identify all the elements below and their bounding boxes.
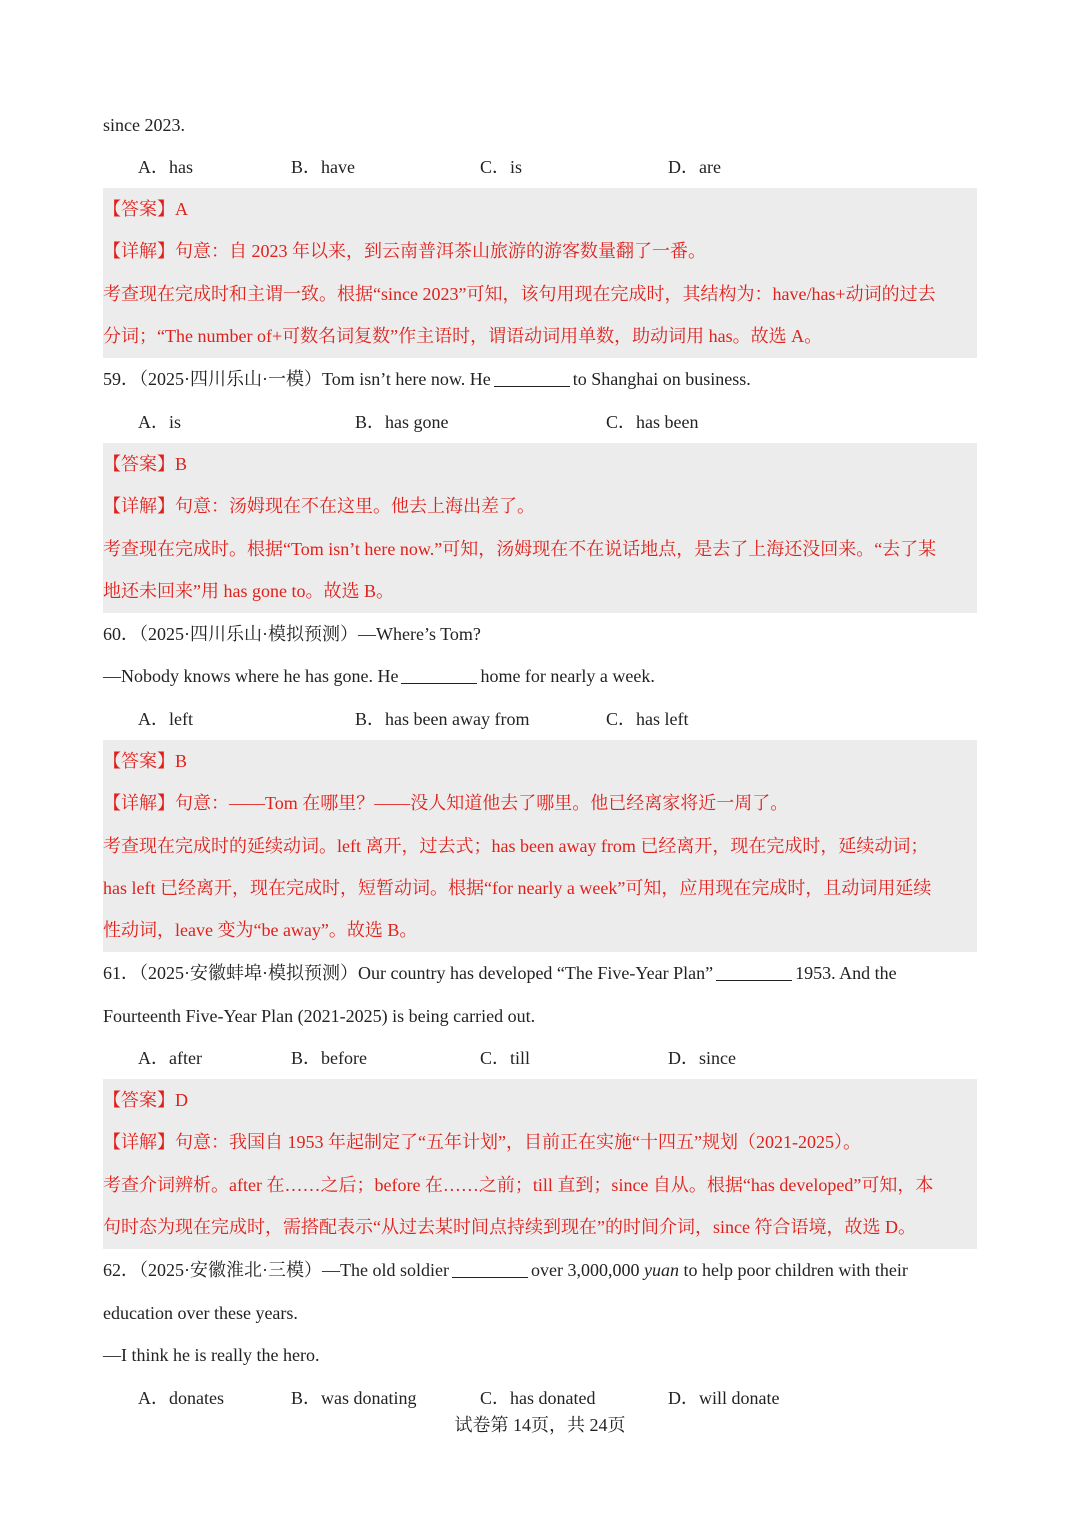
- detail-label: 【详解】: [103, 793, 175, 813]
- meaning-text: 句意：自 2023 年以来，到云南普洱茶山旅游的游客数量翻了一番。: [175, 241, 706, 261]
- option-a: A．left: [138, 709, 193, 729]
- detail-label: 【详解】: [103, 1132, 175, 1152]
- explanation-line: 考查现在完成时。根据“Tom isn’t here now.”可知，汤姆现在不在说话地点，是去了上海还没回来。“去了某: [103, 539, 937, 559]
- stem-text: —Nobody knows where he has gone. He: [103, 666, 399, 686]
- explanation-line: has left 已经离开，现在完成时，短暂动词。根据“for nearly a week”可知，应用现在完成时，且动词用延续: [103, 878, 932, 898]
- detail-label: 【详解】: [103, 496, 175, 516]
- question-stem: 60．（2025·四川乐山·模拟预测）—Where’s Tom?: [103, 624, 481, 644]
- detail-label: 【详解】: [103, 241, 175, 261]
- answer-label: 【答案】B: [103, 751, 188, 771]
- explanation-line: 分词；“The number of+可数名词复数”作主语时，谓语动词用单数，助动词用 has。故选 A。: [103, 326, 823, 346]
- answer-label: 【答案】A: [103, 199, 188, 219]
- stem-text: 1953. And the: [795, 963, 897, 983]
- stem-text: 59．（2025·四川乐山·一模）Tom isn’t here now. He: [103, 369, 491, 389]
- option-d: D．since: [668, 1048, 736, 1068]
- option-c: C．till: [480, 1048, 531, 1068]
- stem-text: 61．（2025·安徽蚌埠·模拟预测）Our country has developed “The Five-Year Plan”: [103, 963, 714, 983]
- option-c: C．has left: [606, 709, 689, 729]
- option-d: D．are: [668, 157, 721, 177]
- italic-word: yuan: [643, 1260, 679, 1280]
- question-stem: [103, 367, 751, 391]
- option-b: B．has gone: [355, 412, 449, 432]
- option-c: C．has been: [606, 412, 699, 432]
- question-line: education over these years.: [103, 1303, 298, 1323]
- detail-line: [103, 494, 535, 518]
- stem-text: to Shanghai on business.: [572, 369, 751, 389]
- option-b: B．before: [291, 1048, 367, 1068]
- stem-text: to help poor children with their: [683, 1260, 908, 1280]
- page-footer: 试卷第 14页，共 24页: [454, 1415, 626, 1435]
- option-a: A．has: [138, 157, 193, 177]
- meaning-text: 句意：——Tom 在哪里？——没人知道他去了哪里。他已经离家将近一周了。: [175, 793, 789, 813]
- meaning-text: 句意：汤姆现在不在这里。他去上海出差了。: [175, 496, 535, 516]
- option-a: A．donates: [138, 1388, 224, 1408]
- question-line: [103, 664, 655, 688]
- question-text: since 2023.: [103, 115, 185, 135]
- question-line: Fourteenth Five-Year Plan (2021-2025) is being carried out.: [103, 1006, 536, 1026]
- option-c: C．is: [480, 157, 523, 177]
- stem-text: 62．（2025·安徽淮北·三模）—The old soldier: [103, 1260, 449, 1280]
- detail-line: [103, 239, 706, 263]
- option-b: B．was donating: [291, 1388, 417, 1408]
- answer-blank: [401, 665, 477, 684]
- option-b: B．have: [291, 157, 355, 177]
- stem-text: over 3,000,000: [530, 1260, 640, 1280]
- answer-blank: [716, 962, 792, 981]
- explanation-line: 地还未回来”用 has gone to。故选 B。: [103, 581, 394, 601]
- explanation-line: 句时态为现在完成时，需搭配表示“从过去某时间点持续到现在”的时间介词，since 符合语境，故选 D。: [103, 1217, 916, 1237]
- option-c: C．has donated: [480, 1388, 596, 1408]
- question-stem: [103, 1258, 908, 1282]
- explanation-line: 考查现在完成时和主谓一致。根据“since 2023”可知，该句用现在完成时，其结构为：have/has+动词的过去: [103, 284, 936, 304]
- option-b: B．has been away from: [355, 709, 530, 729]
- explanation-line: 性动词，leave 变为“be away”。故选 B。: [103, 920, 418, 940]
- question-stem: [103, 961, 897, 985]
- answer-label: 【答案】B: [103, 454, 188, 474]
- stem-text: home for nearly a week.: [480, 666, 655, 686]
- explanation-line: 考查介词辨析。after 在……之后；before 在……之前；till 直到；since 自从。根据“has developed”可知，本: [103, 1175, 934, 1195]
- meaning-text: 句意：我国自 1953 年起制定了“五年计划”，目前正在实施“十四五”规划（2021-2025）。: [175, 1132, 861, 1152]
- option-a: A．after: [138, 1048, 202, 1068]
- option-a: A．is: [138, 412, 182, 432]
- detail-line: [103, 791, 788, 815]
- answer-blank: [494, 368, 570, 387]
- option-d: D．will donate: [668, 1388, 780, 1408]
- explanation-line: 考查现在完成时的延续动词。left 离开，过去式；has been away from 已经离开，现在完成时，延续动词；: [103, 836, 929, 856]
- answer-blank: [452, 1259, 528, 1278]
- question-line: —I think he is really the hero.: [103, 1345, 320, 1365]
- answer-label: 【答案】D: [103, 1090, 188, 1110]
- detail-line: [103, 1130, 861, 1154]
